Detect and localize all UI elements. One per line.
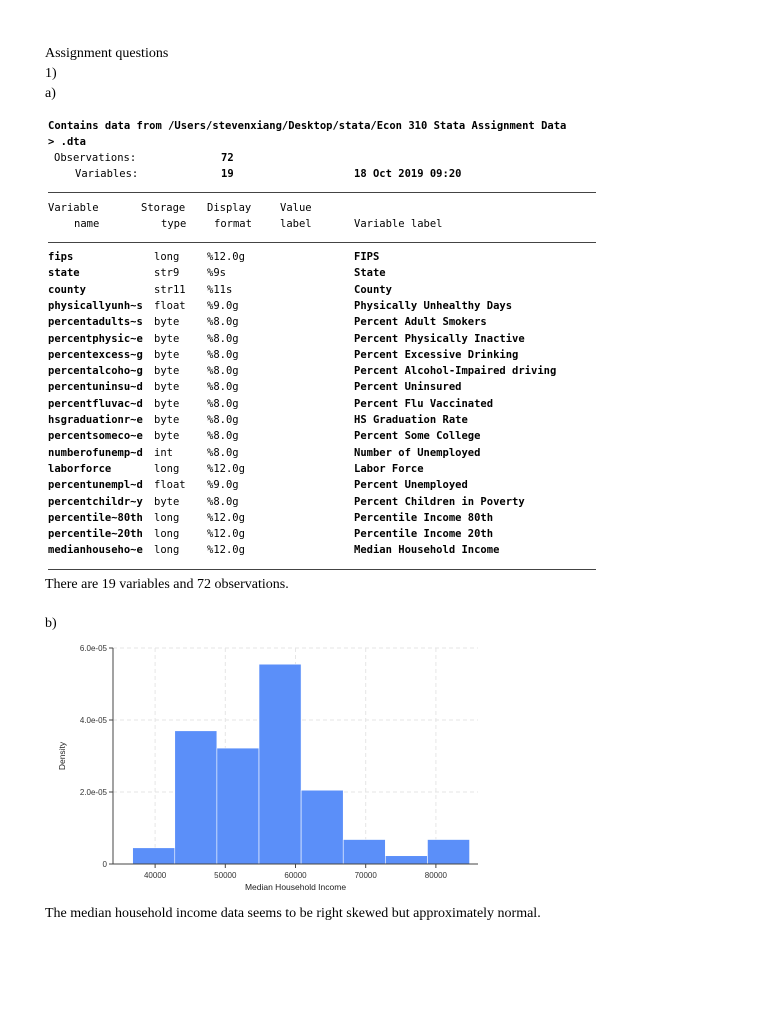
x-tick-label: 70000 bbox=[354, 871, 377, 880]
variables-value: 19 bbox=[221, 168, 234, 180]
table-row bbox=[48, 512, 596, 528]
var-label: State bbox=[354, 267, 386, 280]
var-storage-type: float bbox=[154, 299, 186, 312]
var-label: Percent Adult Smokers bbox=[354, 316, 487, 329]
var-display-format: %9.0g bbox=[207, 479, 239, 492]
col-varlabel-header: Variable label bbox=[354, 218, 443, 230]
var-label: Percent Unemployed bbox=[354, 479, 468, 492]
table-row bbox=[48, 365, 596, 381]
var-display-format: %8.0g bbox=[207, 332, 239, 345]
histogram-bar bbox=[301, 790, 343, 864]
var-display-format: %12.0g bbox=[207, 511, 245, 524]
table-row bbox=[48, 349, 596, 365]
col-display-header-2: format bbox=[214, 218, 252, 230]
table-row bbox=[48, 398, 596, 414]
col-display-header: Display bbox=[207, 202, 252, 214]
histogram-bar bbox=[427, 840, 469, 864]
var-storage-type: byte bbox=[154, 495, 180, 508]
continuation-line: > .dta bbox=[48, 136, 86, 148]
var-label: Median Household Income bbox=[354, 544, 500, 557]
x-tick-label: 60000 bbox=[284, 871, 307, 880]
x-tick-label: 40000 bbox=[143, 871, 167, 880]
y-tick-label: 0 bbox=[102, 860, 107, 869]
var-name: percentile~80th bbox=[48, 511, 143, 524]
histogram-bar bbox=[133, 848, 175, 864]
answer-b: The median household income data seems to be right skewed but approximately normal. bbox=[45, 906, 541, 921]
var-name: percentile~20th bbox=[48, 528, 143, 541]
var-storage-type: long bbox=[154, 544, 180, 557]
var-display-format: %11s bbox=[207, 283, 233, 296]
table-row bbox=[48, 528, 596, 544]
col-variable-header-2: name bbox=[74, 218, 100, 230]
x-tick-label: 80000 bbox=[424, 871, 448, 880]
var-display-format: %8.0g bbox=[207, 446, 239, 459]
table-row bbox=[48, 300, 596, 316]
var-label: HS Graduation Rate bbox=[354, 414, 468, 426]
var-label: Labor Force bbox=[354, 462, 424, 475]
table-row bbox=[48, 544, 596, 560]
x-tick-label: 50000 bbox=[214, 871, 237, 880]
timestamp: 18 Oct 2019 09:20 bbox=[354, 168, 462, 180]
histogram-bar bbox=[343, 840, 385, 864]
histogram-bar bbox=[217, 748, 259, 864]
var-label: FIPS bbox=[354, 251, 380, 263]
table-row bbox=[48, 316, 596, 332]
var-name: fips bbox=[48, 251, 74, 263]
var-storage-type: byte bbox=[154, 381, 180, 394]
col-value-header: Value bbox=[280, 202, 312, 214]
x-axis-label: Median Household Income bbox=[244, 882, 347, 892]
table-row bbox=[48, 496, 596, 512]
col-storage-header: Storage bbox=[141, 202, 186, 214]
table-row bbox=[48, 414, 596, 430]
var-name: percentphysic~e bbox=[48, 332, 143, 345]
table-row bbox=[48, 267, 596, 283]
var-display-format: %8.0g bbox=[207, 495, 239, 508]
var-storage-type: byte bbox=[154, 397, 180, 410]
var-display-format: %12.0g bbox=[207, 528, 245, 541]
var-display-format: %8.0g bbox=[207, 365, 239, 378]
var-label: Percent Uninsured bbox=[354, 381, 462, 394]
table-row bbox=[48, 463, 596, 479]
table-row bbox=[48, 381, 596, 397]
part-b-label: b) bbox=[45, 616, 57, 631]
var-name: hsgraduationr~e bbox=[48, 414, 143, 426]
var-display-format: %8.0g bbox=[207, 316, 239, 329]
var-storage-type: byte bbox=[154, 365, 180, 378]
observations-label: Observations: bbox=[54, 152, 137, 164]
histogram-chart bbox=[55, 640, 495, 900]
var-name: percentadults~s bbox=[48, 316, 143, 329]
var-name: county bbox=[48, 283, 86, 296]
var-label: Percent Some College bbox=[354, 430, 481, 443]
table-row bbox=[48, 251, 596, 267]
var-storage-type: float bbox=[154, 479, 186, 492]
var-storage-type: byte bbox=[154, 430, 180, 443]
var-storage-type: long bbox=[154, 251, 180, 263]
var-display-format: %12.0g bbox=[207, 544, 245, 557]
histogram-bar bbox=[175, 731, 217, 864]
var-label: Physically Unhealthy Days bbox=[354, 299, 513, 312]
variables-label: Variables: bbox=[75, 168, 139, 180]
var-storage-type: str11 bbox=[154, 283, 186, 296]
var-storage-type: long bbox=[154, 511, 180, 524]
y-axis-label: Density bbox=[57, 741, 67, 771]
col-value-header-2: label bbox=[280, 218, 312, 230]
answer-a: There are 19 variables and 72 observations. bbox=[45, 577, 289, 592]
var-name: numberofunemp~d bbox=[48, 446, 143, 459]
var-name: percentsomeco~e bbox=[48, 430, 143, 443]
histogram-bar bbox=[259, 664, 301, 864]
var-label: Percent Children in Poverty bbox=[354, 495, 525, 508]
question-number: 1) bbox=[45, 66, 57, 81]
var-label: Percent Physically Inactive bbox=[354, 332, 525, 345]
var-name: percentchildr~y bbox=[48, 495, 143, 508]
var-display-format: %8.0g bbox=[207, 430, 239, 443]
var-display-format: %12.0g bbox=[207, 462, 245, 475]
y-tick-label: 6.0e-05 bbox=[79, 644, 107, 653]
var-display-format: %9s bbox=[207, 267, 226, 280]
var-display-format: %8.0g bbox=[207, 397, 239, 410]
var-name: state bbox=[48, 267, 80, 280]
var-name: percentuninsu~d bbox=[48, 381, 143, 394]
divider bbox=[48, 242, 596, 243]
var-label: Percent Flu Vaccinated bbox=[354, 397, 494, 410]
table-row bbox=[48, 447, 596, 463]
col-storage-header-2: type bbox=[161, 218, 187, 230]
section-title: Assignment questions bbox=[45, 46, 169, 61]
var-label: Percentile Income 80th bbox=[354, 511, 494, 524]
table-row bbox=[48, 479, 596, 495]
var-name: laborforce bbox=[48, 462, 112, 475]
table-row bbox=[48, 333, 596, 349]
var-storage-type: byte bbox=[154, 332, 180, 345]
var-storage-type: int bbox=[154, 446, 173, 459]
var-name: percentalcoho~g bbox=[48, 365, 143, 378]
var-display-format: %8.0g bbox=[207, 381, 239, 394]
y-tick-label: 2.0e-05 bbox=[79, 788, 107, 797]
var-label: Percent Alcohol-Impaired driving bbox=[354, 365, 557, 378]
var-storage-type: str9 bbox=[154, 267, 180, 280]
var-storage-type: long bbox=[154, 462, 180, 475]
var-name: physicallyunh~s bbox=[48, 299, 143, 312]
var-label: Number of Unemployed bbox=[354, 446, 481, 459]
part-a-label: a) bbox=[45, 86, 56, 101]
var-name: percentunempl~d bbox=[48, 479, 143, 492]
var-display-format: %8.0g bbox=[207, 414, 239, 426]
var-name: percentexcess~g bbox=[48, 348, 143, 361]
var-display-format: %8.0g bbox=[207, 348, 239, 361]
var-display-format: %9.0g bbox=[207, 299, 239, 312]
var-display-format: %12.0g bbox=[207, 251, 245, 263]
col-variable-header: Variable bbox=[48, 202, 99, 214]
y-tick-label: 4.0e-05 bbox=[79, 716, 107, 725]
var-storage-type: byte bbox=[154, 316, 180, 329]
table-row bbox=[48, 430, 596, 446]
var-storage-type: byte bbox=[154, 414, 180, 426]
divider bbox=[48, 192, 596, 193]
var-label: Percent Excessive Drinking bbox=[354, 348, 519, 361]
var-storage-type: long bbox=[154, 528, 180, 541]
histogram-bar bbox=[385, 856, 427, 864]
table-row bbox=[48, 284, 596, 300]
contains-line: Contains data from /Users/stevenxiang/Desktop/stata/Econ 310 Stata Assignment Data bbox=[48, 120, 567, 132]
var-label: Percentile Income 20th bbox=[354, 528, 494, 541]
var-name: medianhouseho~e bbox=[48, 544, 143, 557]
observations-value: 72 bbox=[221, 152, 234, 164]
var-storage-type: byte bbox=[154, 348, 180, 361]
divider bbox=[48, 569, 596, 570]
var-label: County bbox=[354, 283, 392, 296]
var-name: percentfluvac~d bbox=[48, 397, 143, 410]
